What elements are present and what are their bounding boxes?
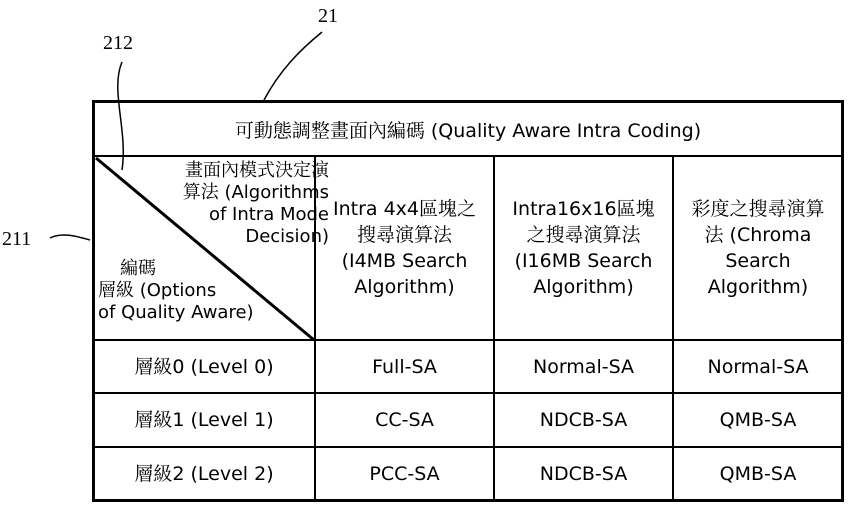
corner-header-top-right <box>183 160 329 248</box>
corner-line: Decision) <box>245 226 329 247</box>
table-cell: PCC-SA <box>369 463 440 485</box>
corner-line: of Quality Aware) <box>98 302 254 323</box>
header-line: Search <box>725 250 791 272</box>
reference-numeral-21: 21 <box>318 5 338 27</box>
row-label-level-2: 層級2 (Level 2) <box>134 463 274 485</box>
table-title: 可動態調整畫面內編碼 (Quality Aware Intra Coding) <box>234 119 702 142</box>
table-cell: QMB-SA <box>719 409 797 431</box>
header-line: 之搜尋演算法 <box>526 224 641 246</box>
table-cell: NDCB-SA <box>539 409 628 431</box>
header-line: (I4MB Search <box>341 250 468 272</box>
header-line: 搜尋演算法 <box>356 224 452 246</box>
leader-line-211 <box>50 235 90 240</box>
table-cell: QMB-SA <box>719 463 797 485</box>
table-cell: Full-SA <box>372 355 437 378</box>
header-line: Algorithm) <box>533 276 634 298</box>
corner-line: 畫面內模式決定演 <box>185 160 329 181</box>
corner-line: 算法 (Algorithms <box>182 182 329 203</box>
corner-line: of Intra Mode <box>208 204 329 225</box>
corner-line: 層級 (Options <box>98 280 217 301</box>
header-line: 法 (Chroma <box>704 224 812 246</box>
row-label-level-1: 層級1 (Level 1) <box>134 409 274 431</box>
header-line: 彩度之搜尋演算 <box>691 198 825 220</box>
table-cell: NDCB-SA <box>539 463 628 485</box>
table-cell: Normal-SA <box>707 355 809 378</box>
reference-numeral-212: 212 <box>103 32 133 54</box>
column-header-i16mb <box>495 157 672 339</box>
corner-header-bottom-left <box>98 258 254 324</box>
column-header-chroma <box>674 157 842 339</box>
reference-numeral-211: 211 <box>2 228 32 250</box>
header-line: (I16MB Search <box>514 250 653 272</box>
header-line: Algorithm) <box>707 276 809 298</box>
header-line: Intra16x16區塊 <box>512 198 655 220</box>
header-line: Intra 4x4區塊之 <box>332 198 476 220</box>
header-line: Algorithm) <box>354 276 455 298</box>
leader-line-21 <box>264 32 322 100</box>
row-label-level-0: 層級0 (Level 0) <box>134 355 274 378</box>
table-cell: CC-SA <box>375 409 434 431</box>
column-header-i4mb <box>316 157 493 339</box>
table-cell: Normal-SA <box>532 355 634 378</box>
corner-line: 編碼 <box>120 258 156 279</box>
